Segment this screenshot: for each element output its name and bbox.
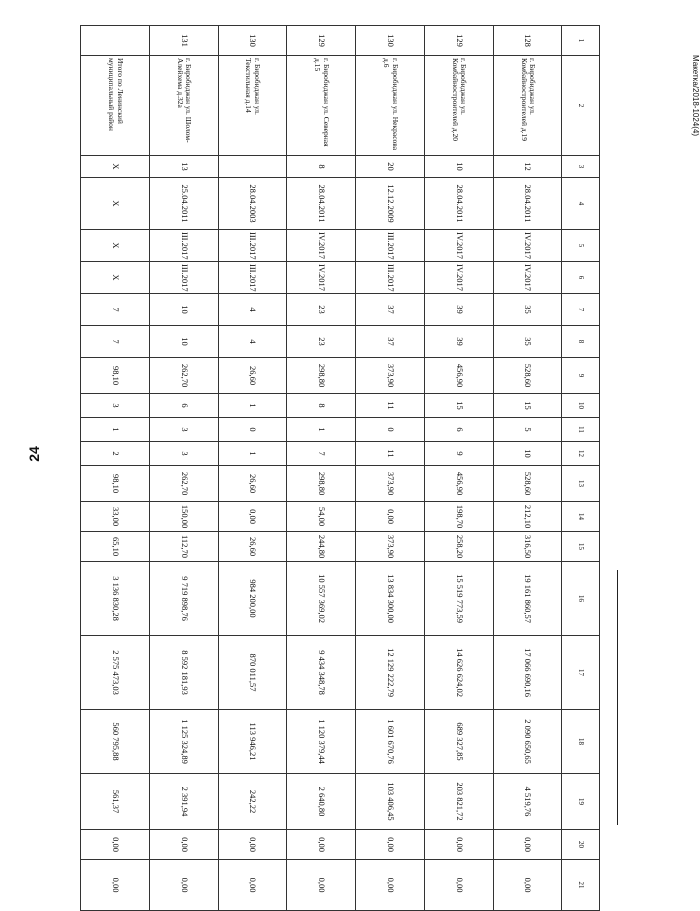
column-number: 3 [562, 156, 600, 178]
table-cell: 15 [493, 394, 562, 418]
table-cell: 11 [356, 394, 425, 418]
table-row [149, 26, 218, 911]
table-cell: 2 [81, 442, 150, 466]
table-cell: 150,00 [149, 502, 218, 532]
table-cell: 0,00 [356, 830, 425, 860]
table-cell: 298,80 [287, 466, 356, 502]
table-cell: 13 [149, 156, 218, 178]
column-number: 14 [562, 502, 600, 532]
table-cell: 456,90 [424, 358, 493, 394]
table-cell: 112,70 [149, 532, 218, 562]
column-number: 4 [562, 178, 600, 230]
table-cell: 203 821,72 [424, 774, 493, 830]
table-cell: 0,00 [81, 830, 150, 860]
column-number: 6 [562, 262, 600, 294]
table-cell: 23 [287, 326, 356, 358]
table-row [218, 26, 287, 911]
table-cell: 456,90 [424, 466, 493, 502]
column-number: 5 [562, 230, 600, 262]
table-cell: 1 [287, 418, 356, 442]
table-cell: 4 519,76 [493, 774, 562, 830]
table-cell: 129 [287, 26, 356, 56]
table-cell: 0,00 [287, 860, 356, 911]
table-cell: 1 120 379,44 [287, 710, 356, 774]
margin-line [617, 570, 618, 825]
table-cell: 2 575 473,03 [81, 636, 150, 710]
table-cell: 0,00 [149, 830, 218, 860]
table-cell: 28.04.2011 [493, 178, 562, 230]
address-cell: г. Биробиджан ул. Некрасова д.6 [356, 56, 425, 156]
table-cell: 12 [493, 156, 562, 178]
table-cell: 870 011,57 [218, 636, 287, 710]
table-cell: 2 640,80 [287, 774, 356, 830]
table-cell: X [81, 156, 150, 178]
table-cell: 23 [287, 294, 356, 326]
column-number: 18 [562, 710, 600, 774]
address-cell: г. Биробиджан ул. Комбайностроителей д.19 [493, 56, 562, 156]
address-cell: г. Биробиджан ул. Комбайностроителей д.20 [424, 56, 493, 156]
table-cell: 528,60 [493, 466, 562, 502]
column-number: 9 [562, 358, 600, 394]
table-cell: 37 [356, 294, 425, 326]
table-cell: 11 [356, 442, 425, 466]
table-cell: 6 [424, 418, 493, 442]
table-cell: 131 [149, 26, 218, 56]
table-cell: 12 129 222,79 [356, 636, 425, 710]
column-number: 12 [562, 442, 600, 466]
table-cell: IV.2017 [287, 262, 356, 294]
table-cell: 103 406,45 [356, 774, 425, 830]
table-cell: 3 136 830,28 [81, 562, 150, 636]
table-cell: 10 [149, 326, 218, 358]
table-cell: 3 [149, 418, 218, 442]
table-cell: 1 601 670,76 [356, 710, 425, 774]
table-cell: X [81, 262, 150, 294]
rotated-table-area [80, 25, 600, 893]
table-cell: 984 200,00 [218, 562, 287, 636]
table-cell: 39 [424, 294, 493, 326]
table-cell: 37 [356, 326, 425, 358]
column-number: 13 [562, 466, 600, 502]
table-cell: 54,00 [287, 502, 356, 532]
table-cell: 0,00 [218, 860, 287, 911]
table-cell: 39 [424, 326, 493, 358]
table-cell: 9 [424, 442, 493, 466]
column-number: 8 [562, 326, 600, 358]
table-cell: IV.2017 [493, 262, 562, 294]
table-cell: 28.04.2003 [218, 178, 287, 230]
table-cell: X [81, 178, 150, 230]
column-number: 1 [562, 26, 600, 56]
table-cell: 8 592 181,93 [149, 636, 218, 710]
table-cell: 35 [493, 294, 562, 326]
address-cell: Итого по Ленинский муниципальный район [81, 56, 150, 156]
table-row [424, 26, 493, 911]
table-cell: 560 795,88 [81, 710, 150, 774]
document-code: Макетка/2018-1024(4) [691, 55, 700, 137]
table-cell: 0,00 [218, 830, 287, 860]
table-cell: 0,00 [424, 860, 493, 911]
column-number: 11 [562, 418, 600, 442]
table-cell: 9 719 898,76 [149, 562, 218, 636]
table-cell: 1 125 324,89 [149, 710, 218, 774]
table-cell: 128 [493, 26, 562, 56]
table-cell: 689 327,85 [424, 710, 493, 774]
table-row [493, 26, 562, 911]
table-cell: 26,60 [218, 466, 287, 502]
table-cell: 130 [356, 26, 425, 56]
table-cell: 98,10 [81, 358, 150, 394]
table-cell: III.2017 [218, 230, 287, 262]
address-cell: г. Биробиджан ул. Текстильная д.14 [218, 56, 287, 156]
column-number: 19 [562, 774, 600, 830]
table-cell: 0,00 [218, 502, 287, 532]
table-cell: 12.12.2009 [356, 178, 425, 230]
table-cell: 25.04.2011 [149, 178, 218, 230]
table-cell: IV.2017 [287, 230, 356, 262]
table-cell: 298,80 [287, 358, 356, 394]
table-cell: 262,70 [149, 358, 218, 394]
table-cell: 7 [81, 326, 150, 358]
page-number: 24 [25, 446, 42, 462]
column-number: 16 [562, 562, 600, 636]
table-cell: 0,00 [287, 830, 356, 860]
table-cell: 0,00 [493, 860, 562, 911]
table-cell: 10 [493, 442, 562, 466]
table-cell: 561,37 [81, 774, 150, 830]
column-number: 7 [562, 294, 600, 326]
table-cell: 528,60 [493, 358, 562, 394]
table-cell: 262,70 [149, 466, 218, 502]
table-cell: III.2017 [149, 262, 218, 294]
table-cell: 8 [287, 156, 356, 178]
table-cell: 212,10 [493, 502, 562, 532]
table-row [356, 26, 425, 911]
column-number-row [562, 26, 600, 911]
address-cell: г. Биробиджан ул. Северная д.15 [287, 56, 356, 156]
table-cell: 0,00 [424, 830, 493, 860]
table-cell: 258,20 [424, 532, 493, 562]
table-cell: 0,00 [149, 860, 218, 911]
table-cell: 7 [287, 442, 356, 466]
table-cell: 26,60 [218, 532, 287, 562]
table-cell: 1 [81, 418, 150, 442]
column-number: 21 [562, 860, 600, 911]
table-cell: III.2017 [356, 262, 425, 294]
column-number: 10 [562, 394, 600, 418]
total-row [81, 26, 150, 911]
table-cell: IV.2017 [424, 262, 493, 294]
table-cell: 17 066 690,16 [493, 636, 562, 710]
table-cell: 26,60 [218, 358, 287, 394]
table-cell: 2 090 650,65 [493, 710, 562, 774]
table-cell: 28.04.2011 [287, 178, 356, 230]
table-cell: 5 [493, 418, 562, 442]
table-cell: 10 [424, 156, 493, 178]
table-cell: 35 [493, 326, 562, 358]
table-cell: 28.04.2011 [424, 178, 493, 230]
table-cell: 65,10 [81, 532, 150, 562]
table-row [287, 26, 356, 911]
table-cell: 9 434 348,78 [287, 636, 356, 710]
table-cell: 0,00 [493, 830, 562, 860]
table-cell: 244,80 [287, 532, 356, 562]
table-cell: X [81, 230, 150, 262]
table-cell: 1 [218, 394, 287, 418]
table-cell: 198,70 [424, 502, 493, 532]
table-cell: 19 161 860,57 [493, 562, 562, 636]
table-cell: 10 557 369,02 [287, 562, 356, 636]
table-cell: 14 626 624,02 [424, 636, 493, 710]
column-number: 17 [562, 636, 600, 710]
table-cell: IV.2017 [493, 230, 562, 262]
table-cell: 0,00 [356, 502, 425, 532]
table-cell: 33,00 [81, 502, 150, 532]
table-cell: 242,22 [218, 774, 287, 830]
table-cell: 15 [424, 394, 493, 418]
table-cell: 130 [218, 26, 287, 56]
table-cell: 4 [218, 326, 287, 358]
table-cell [81, 26, 150, 56]
table-cell: 15 519 773,59 [424, 562, 493, 636]
table-cell: 4 [218, 294, 287, 326]
table-cell: 129 [424, 26, 493, 56]
table-cell: 1 [218, 442, 287, 466]
table-cell: 7 [81, 294, 150, 326]
table-cell: III.2017 [218, 262, 287, 294]
table-cell: 373,90 [356, 532, 425, 562]
column-number: 2 [562, 56, 600, 156]
table-cell: 373,90 [356, 466, 425, 502]
table-cell: III.2017 [356, 230, 425, 262]
table-cell: 6 [149, 394, 218, 418]
address-cell: г. Биробиджан ул. Шолом-Алейхема д.32а [149, 56, 218, 156]
table-cell: III.2017 [149, 230, 218, 262]
column-number: 15 [562, 532, 600, 562]
data-table [80, 25, 600, 911]
table-cell: 3 [149, 442, 218, 466]
table-cell: 13 834 300,00 [356, 562, 425, 636]
table-cell: IV.2017 [424, 230, 493, 262]
table-cell: 10 [149, 294, 218, 326]
table-cell: 0 [356, 418, 425, 442]
table-cell [218, 156, 287, 178]
table-cell: 0,00 [356, 860, 425, 911]
table-cell: 20 [356, 156, 425, 178]
table-cell: 0,00 [81, 860, 150, 911]
table-cell: 373,90 [356, 358, 425, 394]
table-cell: 3 [81, 394, 150, 418]
table-cell: 8 [287, 394, 356, 418]
table-cell: 2 391,94 [149, 774, 218, 830]
table-cell: 98,10 [81, 466, 150, 502]
table-container [80, 25, 600, 893]
column-number: 20 [562, 830, 600, 860]
table-cell: 0 [218, 418, 287, 442]
table-cell: 316,50 [493, 532, 562, 562]
table-cell: 113 946,21 [218, 710, 287, 774]
